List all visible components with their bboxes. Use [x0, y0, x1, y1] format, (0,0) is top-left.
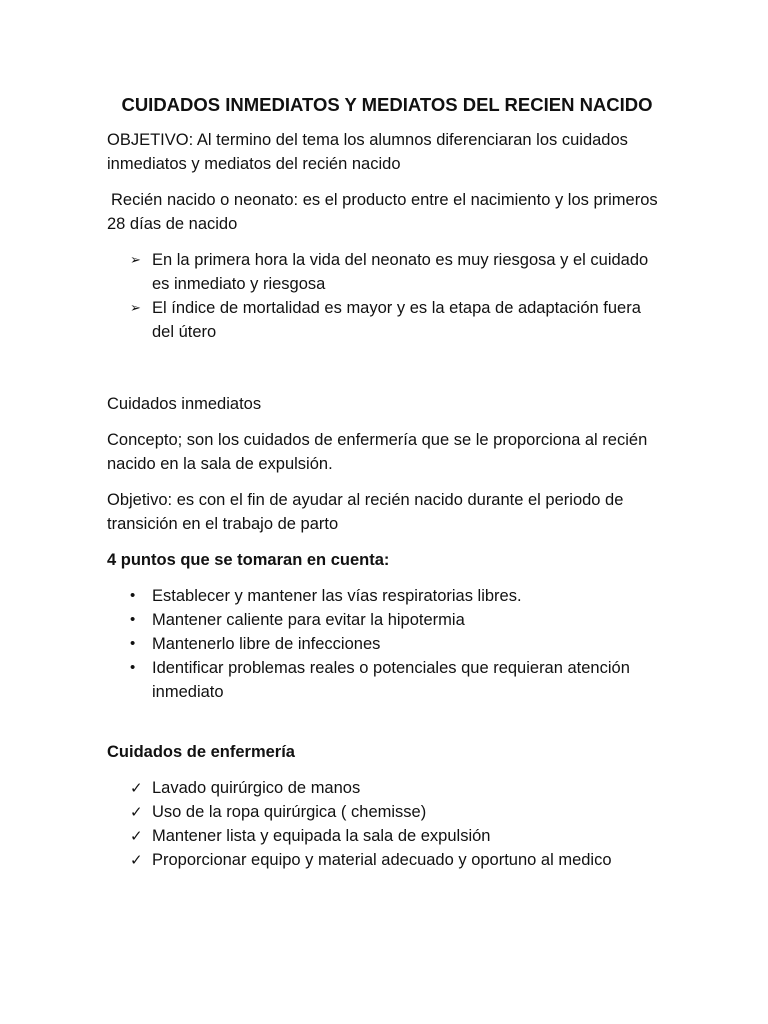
- list-item: [107, 824, 667, 848]
- concept-paragraph: Concepto; son los cuidados de enfermería que se le proporciona al recién nacido en la sala de expulsión.: [107, 431, 648, 473]
- blank-line: [107, 716, 667, 740]
- checkmark-icon: ✓: [130, 851, 143, 869]
- list-item: [107, 656, 667, 704]
- checkmark-icon: ✓: [130, 827, 143, 845]
- arrow-list: [107, 248, 667, 344]
- list-item-text: Mantener caliente para evitar la hipotermia: [152, 611, 465, 629]
- bullet-icon: •: [130, 611, 136, 628]
- bullet-icon: •: [130, 635, 136, 652]
- nursing-heading: Cuidados de enfermería: [107, 743, 295, 761]
- list-item-text: Identificar problemas reales o potenciales que requieran atención inmediato: [152, 659, 630, 701]
- list-item-text: En la primera hora la vida del neonato es muy riesgosa y el cuidado es inmediato y riesgosa: [152, 251, 649, 293]
- bullet-list: [107, 584, 667, 704]
- list-item-text: Uso de la ropa quirúrgica ( chemisse): [152, 803, 427, 821]
- list-item: [107, 296, 667, 344]
- checkmark-icon: ✓: [130, 779, 143, 797]
- list-item-text: Lavado quirúrgico de manos: [152, 779, 361, 797]
- list-item: [107, 776, 667, 800]
- list-item: [107, 584, 667, 608]
- check-list: [107, 776, 667, 872]
- arrow-bullet-icon: ➢: [130, 252, 141, 267]
- list-item: [107, 632, 667, 656]
- list-item: [107, 248, 667, 296]
- document-title: CUIDADOS INMEDIATOS Y MEDIATOS DEL RECIEN NACIDO: [121, 94, 653, 115]
- list-item-text: Mantener lista y equipada la sala de expulsión: [152, 827, 491, 845]
- list-item-text: Establecer y mantener las vías respiratorias libres.: [152, 587, 522, 605]
- list-item: [107, 608, 667, 632]
- list-item-text: Proporcionar equipo y material adecuado y oportuno al medico: [152, 851, 612, 869]
- objective-paragraph: OBJETIVO: Al termino del tema los alumnos diferenciaran los cuidados inmediatos y mediatos del recién nacido: [107, 131, 628, 173]
- definition-paragraph: Recién nacido o neonato: es el producto entre el nacimiento y los primeros 28 días de nacido: [107, 191, 658, 233]
- list-item-text: El índice de mortalidad es mayor y es la etapa de adaptación fuera del útero: [152, 299, 641, 341]
- objective-2-paragraph: Objetivo: es con el fin de ayudar al recién nacido durante el periodo de transición en el trabajo de parto: [107, 491, 624, 533]
- list-item: [107, 800, 667, 824]
- arrow-bullet-icon: ➢: [130, 300, 141, 315]
- bullet-icon: •: [130, 587, 136, 604]
- document-body: [107, 91, 667, 884]
- list-item: [107, 848, 667, 872]
- points-heading: 4 puntos que se tomaran en cuenta:: [107, 551, 390, 569]
- section-heading-immediate: Cuidados inmediatos: [107, 395, 262, 413]
- checkmark-icon: ✓: [130, 803, 143, 821]
- bullet-icon: •: [130, 659, 136, 676]
- list-item-text: Mantenerlo libre de infecciones: [152, 635, 381, 653]
- blank-line: [107, 356, 667, 392]
